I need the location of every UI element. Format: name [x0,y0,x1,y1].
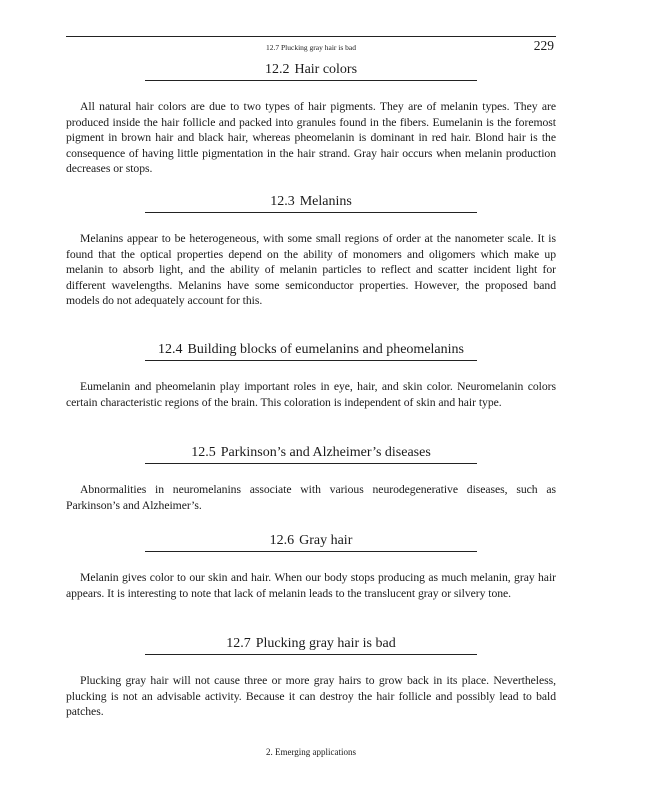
section-gray-hair [66,533,556,601]
section-title: Building blocks of eumelanins and pheomelanins [187,342,464,357]
section-title: Hair colors [294,62,358,77]
section-paragraph: Abnormalities in neuromelanins associate with various neurodegenerative diseases, such as Parkinson’s and Alzheimer’s. [66,483,556,512]
section-building-blocks [66,342,556,410]
running-title: 12.7 Plucking gray hair is bad [266,43,356,52]
section-paragraph: All natural hair colors are due to two types of hair pigments. They are of melanin types. They are produced inside the hair follicle and packed into granules found in the fibers. Eumelanin is the foremost pigment in brown hair and black hair, whereas pheomelanin is dominant in red hair. Blond hair is the consequence of having little pigmentation in the hair strand. Gray hair occurs when melanin production decreases or stops. [66,100,556,176]
section-plucking-gray-hair [66,636,556,720]
running-header [66,38,556,58]
section-number: 12.5 [191,445,216,460]
section-parkinsons-alzheimers [66,445,556,513]
section-heading [145,194,477,213]
section-title: Parkinson’s and Alzheimer’s diseases [220,445,431,460]
section-paragraph: Plucking gray hair will not cause three or more gray hairs to grow back in its place. Nevertheless, plucking is not an advisable activity. Because it can destroy the hair follicle and possibly lead to bald patches. [66,674,556,719]
section-number: 12.4 [158,342,183,357]
section-number: 12.2 [264,62,290,77]
section-title: Melanins [299,194,352,209]
section-heading [145,342,477,361]
section-heading [145,636,477,655]
section-number: 12.6 [269,533,295,548]
section-title: Plucking gray hair is bad [255,636,396,651]
section-title: Gray hair [299,533,353,548]
section-number: 12.3 [270,194,295,209]
section-paragraph: Eumelanin and pheomelanin play important roles in eye, hair, and skin color. Neuromelanin colors certain characteristic regions of the brain. This coloration is independent of skin and hair type. [66,380,556,409]
section-paragraph: Melanins appear to be heterogeneous, with some small regions of order at the nanometer scale. It is found that the optical properties depend on the ability of monomers and oligomers which make up melanin to absorb light, and the ability of melanin particles to reflect and scatter incident light for different wavelengths. Melanins have some semiconductor properties. However, the proposed band models do not adequately account for this. [66,232,556,308]
section-number: 12.7 [226,636,251,651]
section-heading [145,445,477,464]
header-rule [66,36,556,37]
section-hair-colors [66,62,556,177]
page-number: 229 [533,38,554,53]
section-melanins [66,194,556,309]
section-heading [145,533,477,552]
page-footer: 2. Emerging applications [265,747,357,757]
section-heading [145,62,477,81]
section-paragraph: Melanin gives color to our skin and hair. When our body stops producing as much melanin, gray hair appears. It is interesting to note that lack of melanin leads to the translucent gray or silvery tone. [66,571,556,600]
